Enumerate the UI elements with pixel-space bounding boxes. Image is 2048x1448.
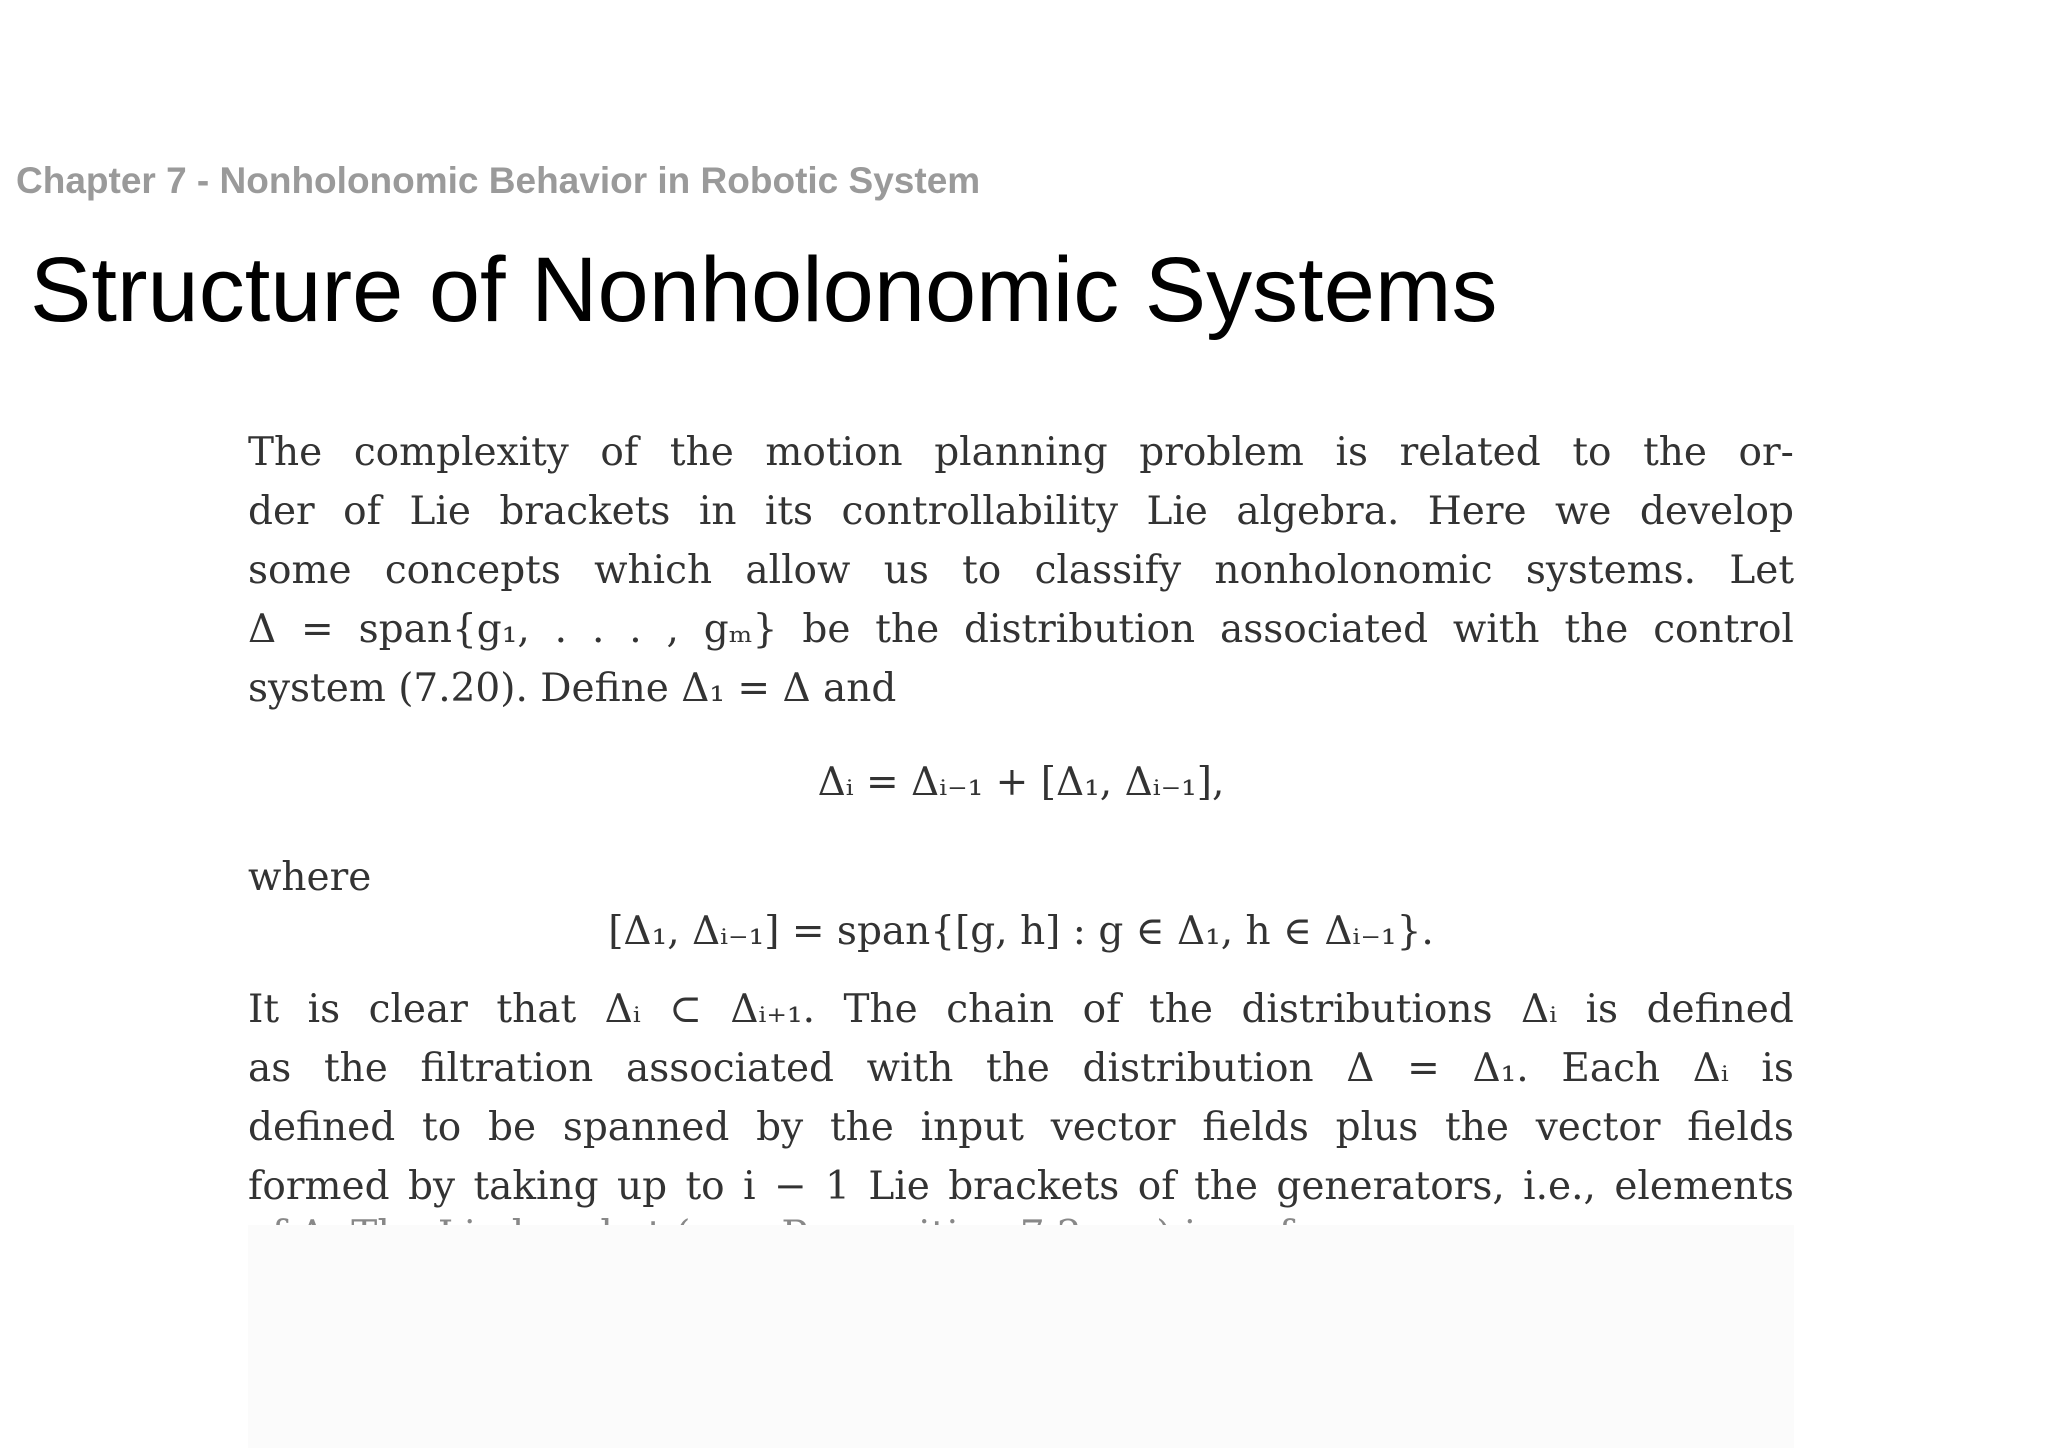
word: Δᵢ <box>604 987 641 1032</box>
word: to <box>962 548 1002 593</box>
textbook-excerpt <box>248 415 1794 1230</box>
word: the <box>986 1046 1050 1091</box>
word: related <box>1399 430 1541 475</box>
word: by <box>408 1164 456 1209</box>
word: to <box>1572 430 1612 475</box>
word: fields <box>1202 1105 1309 1150</box>
word: ⊂ <box>669 987 702 1032</box>
word: in <box>698 489 737 534</box>
word: develop <box>1639 489 1794 534</box>
word: allow <box>745 548 851 593</box>
chapter-heading: Chapter 7 - Nonholonomic Behavior in Robotic System <box>16 160 981 201</box>
word: The <box>843 987 918 1032</box>
word: us <box>883 548 929 593</box>
word: clear <box>368 987 468 1032</box>
word: complexity <box>353 430 569 475</box>
word: distributions <box>1241 987 1493 1032</box>
word: spanned <box>562 1105 730 1150</box>
word: vector <box>1050 1105 1176 1150</box>
word: classify <box>1034 548 1182 593</box>
word: with <box>866 1046 954 1091</box>
word: motion <box>765 430 903 475</box>
word: its <box>764 489 814 534</box>
excerpt-line: system (7.20). Define Δ₁ = Δ and <box>248 666 897 711</box>
word: the <box>829 1105 894 1150</box>
word: 1 <box>825 1164 850 1209</box>
word: Lie <box>409 489 471 534</box>
equation-bracket: [Δ₁, Δᵢ₋₁] = span{[g, h] : g ∈ Δ₁, h ∈ Δᵢ₋₁}. <box>608 909 1434 954</box>
word: be <box>487 1105 537 1150</box>
word: input <box>920 1105 1024 1150</box>
excerpt-line <box>248 425 1794 481</box>
word: span{g₁, <box>358 607 530 652</box>
word: Δ <box>248 607 277 652</box>
word: brackets <box>948 1164 1120 1209</box>
word: associated <box>625 1046 834 1091</box>
word: , <box>666 607 679 652</box>
word: Δᵢ <box>1692 1046 1729 1091</box>
word: vector <box>1535 1105 1661 1150</box>
word: of <box>343 489 382 534</box>
word: which <box>594 548 713 593</box>
excerpt-line <box>248 602 1794 658</box>
word: that <box>496 987 577 1032</box>
word: or- <box>1738 430 1794 475</box>
word: of <box>600 430 639 475</box>
word: be <box>802 607 851 652</box>
word: associated <box>1219 607 1429 652</box>
word: fields <box>1687 1105 1794 1150</box>
word: by <box>756 1105 804 1150</box>
excerpt-line <box>248 543 1794 599</box>
word: is <box>1761 1046 1794 1091</box>
word: Each <box>1561 1046 1661 1091</box>
word: der <box>248 489 315 534</box>
word: to <box>422 1105 462 1150</box>
equation-filtration: Δᵢ = Δᵢ₋₁ + [Δ₁, Δᵢ₋₁], <box>817 760 1225 805</box>
word: plus <box>1335 1105 1419 1150</box>
word: is <box>1335 430 1368 475</box>
word: The <box>248 430 323 475</box>
word: distribution <box>964 607 1196 652</box>
excerpt-line <box>248 1159 1794 1215</box>
word: the <box>1194 1164 1258 1209</box>
slide-title: Structure of Nonholonomic Systems <box>30 239 1498 341</box>
word: the <box>669 430 734 475</box>
word: the <box>323 1046 388 1091</box>
word: up <box>616 1164 668 1209</box>
word: i.e., <box>1523 1164 1596 1209</box>
word: of <box>1137 1164 1176 1209</box>
excerpt-line <box>248 1041 1794 1097</box>
word: elements <box>1614 1164 1794 1209</box>
word: distribution <box>1082 1046 1314 1091</box>
where-text: where <box>248 855 372 900</box>
word: Δᵢ <box>1521 987 1558 1032</box>
excerpt-line <box>248 1100 1794 1156</box>
word: filtration <box>420 1046 594 1091</box>
word: as <box>248 1046 292 1091</box>
word: problem <box>1139 430 1304 475</box>
word: is <box>1585 987 1619 1032</box>
word: Lie <box>868 1164 930 1209</box>
word: of <box>1082 987 1121 1032</box>
word: Δ <box>1346 1046 1375 1091</box>
word: Δ₁. <box>1472 1046 1529 1091</box>
word: It <box>248 987 280 1032</box>
excerpt-line <box>248 484 1794 540</box>
word: concepts <box>384 548 561 593</box>
word: systems. <box>1525 548 1697 593</box>
word: some <box>248 548 352 593</box>
word: the <box>1643 430 1707 475</box>
word: formed <box>248 1164 390 1209</box>
word: Δᵢ₊₁. <box>730 987 816 1032</box>
word: defined <box>248 1105 396 1150</box>
page-bottom <box>248 1225 1794 1448</box>
word: nonholonomic <box>1214 548 1493 593</box>
excerpt-line <box>248 982 1794 1038</box>
word: planning <box>934 430 1108 475</box>
word: Let <box>1729 548 1794 593</box>
word: taking <box>473 1164 599 1209</box>
word: the <box>1149 987 1213 1032</box>
word: defined <box>1646 987 1794 1032</box>
word: = <box>301 607 334 652</box>
word: chain <box>946 987 1055 1032</box>
word: control <box>1653 607 1794 652</box>
word: with <box>1452 607 1540 652</box>
word: gₘ} <box>703 607 778 652</box>
word: the <box>875 607 940 652</box>
word: is <box>307 987 341 1032</box>
word: algebra. <box>1236 489 1400 534</box>
word: . <box>554 607 568 652</box>
word: Here <box>1427 489 1527 534</box>
word: the <box>1445 1105 1509 1150</box>
word: . <box>629 607 642 652</box>
word: the <box>1564 607 1629 652</box>
word: . <box>591 607 605 652</box>
word: controllability <box>841 489 1119 534</box>
word: to <box>685 1164 725 1209</box>
word: brackets <box>499 489 671 534</box>
word: = <box>1407 1046 1440 1091</box>
word: − <box>773 1164 807 1209</box>
word: Lie <box>1146 489 1208 534</box>
word: i <box>743 1164 756 1209</box>
word: we <box>1555 489 1612 534</box>
word: generators, <box>1276 1164 1505 1209</box>
